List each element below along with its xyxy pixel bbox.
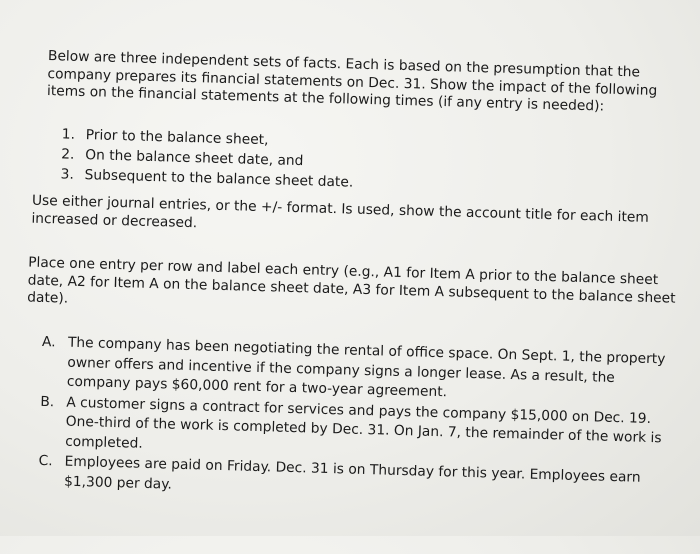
item-text: Employees are paid on Friday. Dec. 31 is on Thursday for this year. Employees earn $1,300 per day. — [63, 453, 641, 493]
intro-paragraph: Below are three independent sets of facts. Each is based on the presumption that the company prepares its financial statements on Dec. 31. Show the impact of the following items on the financial statements at the following times (if any entry is needed): — [46, 48, 658, 115]
timing-list — [60, 124, 354, 192]
list-marker: 2. — [61, 146, 75, 163]
list-item-text: Subsequent to the balance sheet date. — [84, 167, 354, 191]
item-marker: C. — [38, 452, 53, 470]
list-item-text: Prior to the balance sheet, — [85, 127, 269, 149]
item-text: A customer signs a contract for services and pays the company $15,000 on Dec. 19. One-third of the work is completed by Dec. 31. On Jan. 7, the remainder of the work is completed. — [65, 394, 662, 452]
labeling-paragraph: Place one entry per row and label each entry (e.g., A1 for Item A prior to the balance sheet date, A2 for Item A on the balance sheet date, A3 for Item A subsequent to the balance sheet date). — [26, 254, 676, 307]
list-marker: 1. — [61, 126, 76, 143]
format-paragraph: Use either journal entries, or the +/- format. Is used, show the account title for each item increased or decreased. — [31, 192, 650, 231]
list-item-text: On the balance sheet date, and — [84, 147, 304, 170]
fact-items-list — [38, 333, 682, 510]
list-marker: 3. — [60, 166, 75, 183]
item-marker: A. — [41, 333, 56, 351]
item-text: The company has been negotiating the rental of office space. On Sept. 1, the property owner offers and incentive if the company signs a longer lease. As a result, the company pays $60,000 rent for a two-year agreement. — [66, 334, 666, 401]
item-marker: B. — [40, 393, 55, 410]
